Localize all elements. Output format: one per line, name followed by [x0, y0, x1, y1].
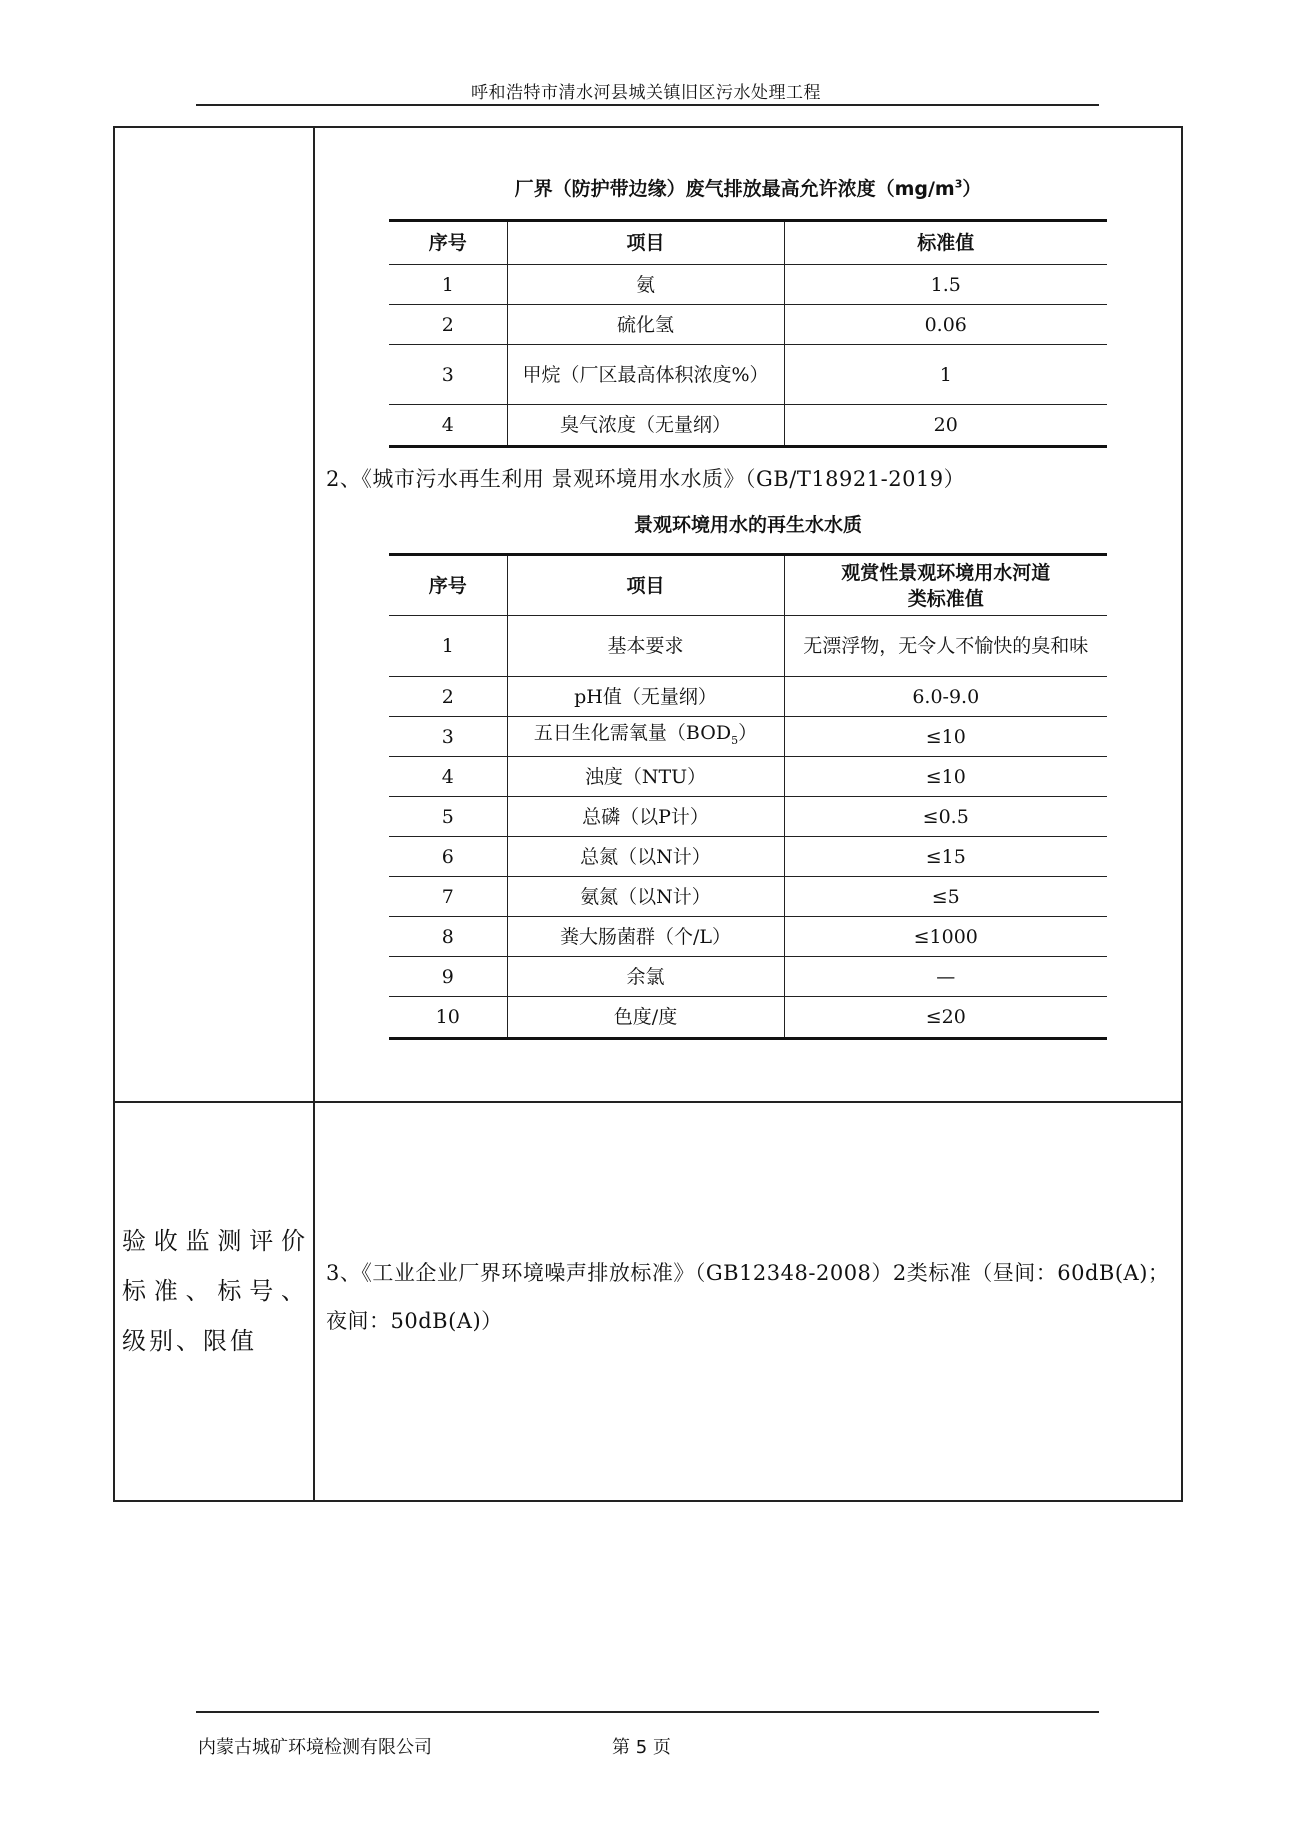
standard-item-3: 3、《工业企业厂界环境噪声排放标准》（GB12348-2008）2类标准（昼间：60dB(A)；夜间：50dB(A)）	[326, 1261, 1170, 1333]
header-cell: 观赏性景观环境用水河道类标准值	[784, 555, 1107, 616]
header-cell: 项目	[507, 221, 784, 265]
table-cell: ≤5	[784, 877, 1107, 917]
table-row	[389, 797, 1107, 837]
table2-caption: 景观环境用水的再生水水质	[633, 514, 862, 536]
table-row	[389, 997, 1107, 1039]
table-row	[389, 345, 1107, 405]
table-cell: ≤10	[784, 717, 1107, 757]
table-cell: 硫化氢	[507, 305, 784, 345]
table-row	[389, 837, 1107, 877]
table-row	[389, 717, 1107, 757]
table-cell: 4	[389, 757, 507, 797]
page-header-title: 呼和浩特市清水河县城关镇旧区污水处理工程	[471, 83, 821, 103]
table-cell: ≤0.5	[784, 797, 1107, 837]
footer-divider	[196, 1711, 1099, 1713]
table-cell: 氨氮（以N计）	[507, 877, 784, 917]
table-cell: 2	[389, 677, 507, 717]
table-cell: 5	[389, 797, 507, 837]
table-cell: 氨	[507, 265, 784, 305]
table-cell: 总磷（以P计）	[507, 797, 784, 837]
table-cell: 6.0-9.0	[784, 677, 1107, 717]
table-cell: 20	[784, 405, 1107, 447]
table-cell: ≤1000	[784, 917, 1107, 957]
table-cell: 1.5	[784, 265, 1107, 305]
table-cell: 9	[389, 957, 507, 997]
table-cell: 6	[389, 837, 507, 877]
table-cell: 总氮（以N计）	[507, 837, 784, 877]
table-cell: 色度/度	[507, 997, 784, 1039]
table-cell: 甲烷（厂区最高体积浓度%）	[507, 345, 784, 405]
table-cell: ≤15	[784, 837, 1107, 877]
table-cell: 浊度（NTU）	[507, 757, 784, 797]
table-row	[389, 405, 1107, 447]
column-divider	[313, 126, 315, 1502]
header-cell: 序号	[389, 555, 507, 616]
table-row	[389, 917, 1107, 957]
table-cell: 0.06	[784, 305, 1107, 345]
table-cell: 基本要求	[507, 616, 784, 677]
table-cell: 3	[389, 345, 507, 405]
header-cell: 项目	[507, 555, 784, 616]
table-cell: pH值（无量纲）	[507, 677, 784, 717]
table-cell: 1	[389, 616, 507, 677]
acceptance-criteria-label: 验收监测评价标准、标号、级别、限值	[122, 1227, 308, 1355]
table-row	[389, 877, 1107, 917]
table-row	[389, 757, 1107, 797]
row-divider	[113, 1101, 1183, 1103]
header-divider	[196, 104, 1099, 106]
table-cell: 1	[784, 345, 1107, 405]
table-row	[389, 957, 1107, 997]
table-cell: 粪大肠菌群（个/L）	[507, 917, 784, 957]
standard-item-2: 2、《城市污水再生利用 景观环境用水水质》（GB/T18921-2019）	[326, 467, 966, 491]
table-cell: ≤20	[784, 997, 1107, 1039]
header-cell: 序号	[389, 221, 507, 265]
table-header-row	[389, 555, 1107, 616]
table-cell: 余氯	[507, 957, 784, 997]
footer-company: 内蒙古城矿环境检测有限公司	[198, 1737, 432, 1758]
table-cell: ≤10	[784, 757, 1107, 797]
table-row	[389, 677, 1107, 717]
exhaust-gas-standard-table	[389, 219, 1107, 448]
table-cell: 臭气浓度（无量纲）	[507, 405, 784, 447]
table-cell: 1	[389, 265, 507, 305]
table-row	[389, 616, 1107, 677]
reclaimed-water-quality-table	[389, 553, 1107, 1040]
table1-caption: 厂界（防护带边缘）废气排放最高允许浓度$(mg/m^3)$	[514, 177, 982, 200]
table-row	[389, 305, 1107, 345]
table-header-row	[389, 221, 1107, 265]
table-row	[389, 265, 1107, 305]
table-cell: 10	[389, 997, 507, 1039]
table-cell: 7	[389, 877, 507, 917]
table-cell: 4	[389, 405, 507, 447]
table-cell: 3	[389, 717, 507, 757]
table-cell: —	[784, 957, 1107, 997]
table-cell: 无漂浮物，无令人不愉快的臭和味	[784, 616, 1107, 677]
table-cell: 8	[389, 917, 507, 957]
page-number: 第 5 页	[612, 1737, 671, 1758]
table-cell: 2	[389, 305, 507, 345]
table-cell: 五日生化需氧量$(BOD_5)$	[507, 717, 784, 757]
header-cell: 标准值	[784, 221, 1107, 265]
